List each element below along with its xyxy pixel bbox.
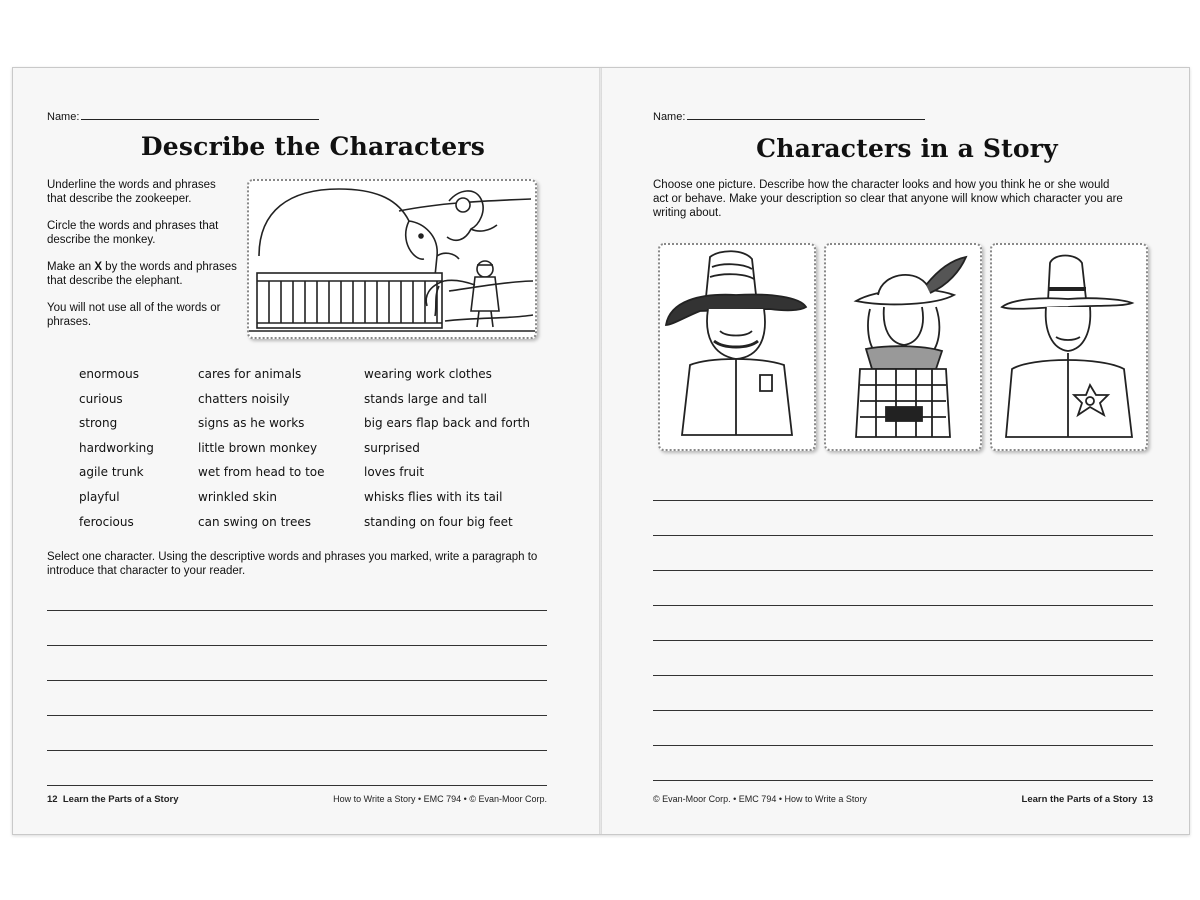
- writing-line[interactable]: [653, 500, 1153, 501]
- page-title: Describe the Characters: [140, 132, 486, 161]
- word-bank-item[interactable]: cares for animals: [198, 367, 302, 381]
- footer-section: Learn the Parts of a Story: [1021, 794, 1138, 805]
- word-bank-item[interactable]: wet from head to toe: [198, 465, 325, 480]
- word-bank-item[interactable]: little brown monkey: [198, 440, 318, 455]
- writing-line[interactable]: [653, 675, 1153, 676]
- right-page: [602, 68, 1189, 834]
- book-spread: [12, 67, 1190, 835]
- word-bank-item[interactable]: can swing on trees: [198, 514, 311, 529]
- elephant-monkey-zookeeper-icon: [249, 181, 535, 337]
- writing-line[interactable]: [47, 715, 547, 716]
- footer-right: [902, 794, 1153, 805]
- name-field: [47, 109, 319, 123]
- instruction-4: You will not use all of the words or phrases.: [47, 302, 221, 328]
- footer-left: © Evan-Moor Corp. • EMC 794 • How to Write a Story: [653, 794, 867, 804]
- writing-line[interactable]: [653, 570, 1153, 571]
- word-bank-item[interactable]: wearing work clothes: [364, 367, 492, 381]
- page-title: Characters in a Story: [756, 134, 1058, 163]
- name-field: [653, 109, 925, 123]
- word-bank-item[interactable]: surprised: [364, 440, 420, 455]
- word-bank-item[interactable]: signs as he works: [198, 416, 305, 431]
- name-blank-line: [81, 109, 319, 120]
- cowboy-mustache-icon: [660, 245, 814, 449]
- sheriff-badge-icon: [992, 245, 1146, 449]
- footer-page-number: 13: [1142, 794, 1153, 805]
- character-picture-3[interactable]: [990, 243, 1148, 451]
- footer-page-number: 12: [47, 794, 58, 805]
- footer-right: How to Write a Story • EMC 794 • © Evan-Moor Corp.: [333, 794, 547, 804]
- writing-line[interactable]: [47, 645, 547, 646]
- instruction-3-x: X: [94, 261, 102, 273]
- writing-line[interactable]: [47, 680, 547, 681]
- footer-section: Learn the Parts of a Story: [62, 794, 179, 805]
- word-bank: [79, 367, 559, 547]
- cowgirl-feather-icon: [826, 245, 980, 449]
- name-label: Name:: [653, 111, 686, 123]
- word-bank-item[interactable]: enormous: [79, 367, 139, 381]
- word-bank-item[interactable]: wrinkled skin: [198, 490, 277, 504]
- writing-line[interactable]: [653, 640, 1153, 641]
- writing-line[interactable]: [653, 535, 1153, 536]
- instruction-2: Circle the words and phrases that describe the monkey.: [47, 220, 219, 246]
- word-bank-item[interactable]: stands large and tall: [364, 391, 487, 406]
- picture-instructions: Choose one picture. Describe how the character looks and how you think he or she would act or behave. Make your description so clear that anyone will know which character you are writing about.: [653, 179, 1123, 219]
- writing-line[interactable]: [653, 710, 1153, 711]
- writing-line[interactable]: [653, 780, 1153, 781]
- writing-line[interactable]: [47, 750, 547, 751]
- word-bank-item[interactable]: playful: [79, 490, 120, 504]
- character-picture-1[interactable]: [658, 243, 816, 451]
- writing-line[interactable]: [653, 605, 1153, 606]
- name-blank-line: [687, 109, 925, 120]
- writing-line[interactable]: [653, 745, 1153, 746]
- word-bank-item[interactable]: strong: [79, 416, 118, 431]
- word-bank-item[interactable]: curious: [79, 391, 123, 406]
- writing-line[interactable]: [47, 785, 547, 786]
- instruction-3-suffix: by the words and phrases that describe the elephant.: [47, 261, 237, 287]
- word-bank-item[interactable]: standing on four big feet: [364, 514, 513, 529]
- word-bank-item[interactable]: ferocious: [79, 514, 134, 529]
- instruction-1: Underline the words and phrases that describe the zookeeper.: [47, 179, 216, 205]
- word-bank-item[interactable]: loves fruit: [364, 465, 425, 480]
- word-bank-item[interactable]: chatters noisily: [198, 391, 290, 406]
- word-bank-item[interactable]: big ears flap back and forth: [364, 416, 530, 431]
- word-bank-item[interactable]: whisks flies with its tail: [364, 490, 503, 504]
- paragraph-prompt: Select one character. Using the descriptive words and phrases you marked, write a paragraph to introduce that character to your reader.: [47, 551, 538, 577]
- footer-left: [47, 794, 178, 805]
- name-label: Name:: [47, 111, 80, 123]
- left-page: [13, 68, 600, 834]
- instruction-3: [47, 260, 237, 288]
- zoo-illustration: [247, 179, 537, 339]
- writing-line[interactable]: [47, 610, 547, 611]
- word-bank-item[interactable]: hardworking: [79, 440, 154, 455]
- word-bank-item[interactable]: agile trunk: [79, 465, 144, 480]
- character-picture-2[interactable]: [824, 243, 982, 451]
- instruction-3-prefix: Make an: [47, 261, 95, 273]
